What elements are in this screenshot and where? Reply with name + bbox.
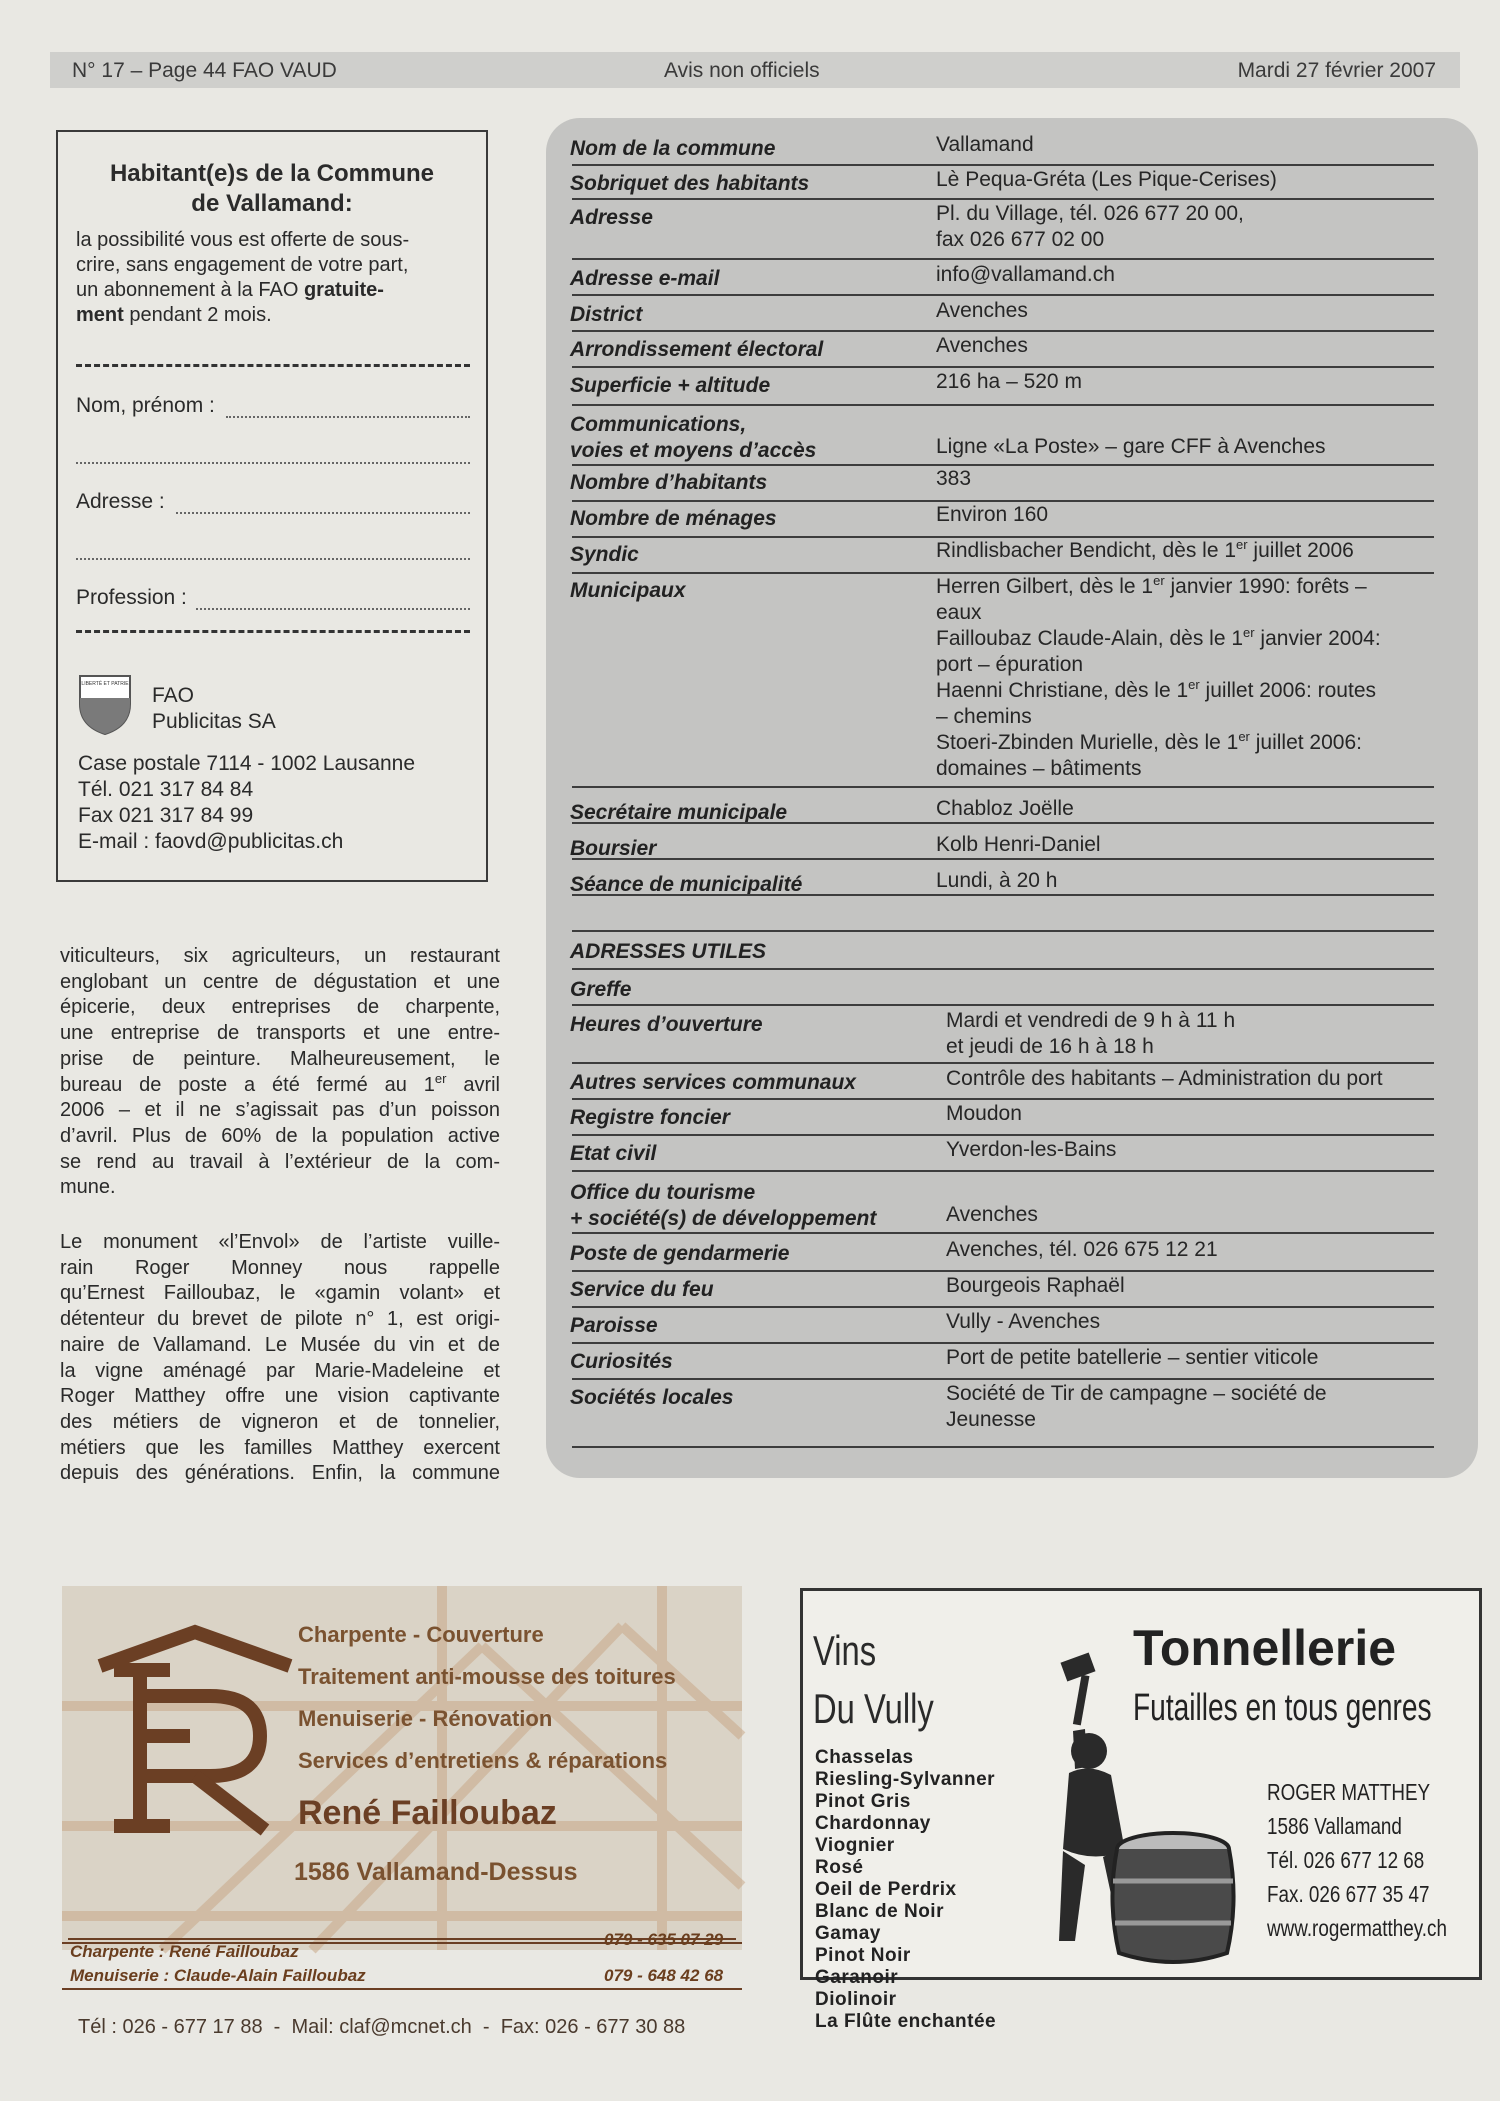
info-label: Etat civil [570, 1142, 657, 1165]
header-date: Mardi 27 février 2007 [1237, 59, 1436, 82]
header-section: Avis non officiels [664, 59, 820, 82]
ad-tonnellerie [800, 1588, 1482, 2032]
name-field-line[interactable] [226, 416, 470, 418]
org-tel: Tél. 021 317 84 84 [78, 778, 254, 801]
info-value: Jeunesse [946, 1408, 1036, 1431]
municipaux-line: Haenni Christiane, dès le 1er juillet 2006: routes [936, 677, 1376, 702]
municipaux-line: Failloubaz Claude-Alain, dès le 1er janvier 2004: [936, 625, 1381, 650]
info-value: Vallamand [936, 133, 1034, 156]
article-line: qu’Ernest Failloubaz, le «gamin volant» et [60, 1282, 500, 1305]
municipaux-line: eaux [936, 601, 982, 624]
info-row-rule [572, 404, 1434, 406]
wine-item: Garanoir [815, 1967, 899, 1988]
info-label: Communications, [570, 413, 747, 436]
org-fao: FAO [152, 684, 195, 707]
article-line: détenteur du brevet de pilote n° 1, est origi- [60, 1308, 500, 1331]
ad1-service-2: Traitement anti-mousse des toitures [298, 1664, 676, 1689]
ad2-futailles: Futailles en tous genres [1133, 1687, 1432, 1729]
municipaux-line: domaines – bâtiments [936, 757, 1142, 780]
ad1-place: 1586 Vallamand-Dessus [294, 1858, 578, 1886]
address-field-line[interactable] [176, 512, 470, 514]
info-value: Environ 160 [936, 503, 1049, 526]
wine-item: Chasselas [815, 1747, 914, 1768]
article-line: une entreprise de transports et une entre- [60, 1022, 500, 1045]
info-label: Adresse e-mail [570, 267, 720, 290]
ad1-company-name: René Failloubaz [298, 1794, 557, 1832]
info-row-rule [572, 1446, 1434, 1448]
info-label: Sociétés locales [570, 1386, 734, 1409]
info-label: Autres services communaux [570, 1071, 856, 1094]
info-label: Nombre d’habitants [570, 471, 768, 494]
article-line: bureau de poste a été fermé au 1er avril [60, 1070, 500, 1096]
info-label: Arrondissement électoral [570, 338, 824, 361]
info-value: Avenches [936, 334, 1028, 357]
municipaux-line: – chemins [936, 705, 1032, 728]
info-label: voies et moyens d’accès [570, 439, 817, 462]
org-address: Case postale 7114 - 1002 Lausanne [78, 752, 416, 775]
info-row-rule [572, 1098, 1434, 1100]
info-value: Avenches [946, 1203, 1038, 1226]
article-line: mune. [60, 1176, 116, 1199]
info-row-rule [572, 294, 1434, 296]
vaud-crest-icon [78, 674, 132, 736]
ad1-charpente-phone[interactable]: 079 - 635 07 29 [604, 1930, 724, 1949]
subscription-text-2: crire, sans engagement de votre part, [76, 254, 409, 276]
name-field-line-2[interactable] [76, 462, 470, 464]
info-row-rule [572, 822, 1434, 824]
info-label: Nom de la commune [570, 137, 776, 160]
info-row-rule [572, 1270, 1434, 1272]
info-row-rule [572, 1378, 1434, 1380]
info-label: Syndic [570, 543, 639, 566]
article-line: Le monument «l’Envol» de l’artiste vuille- [60, 1231, 500, 1253]
wine-item: Viognier [815, 1835, 895, 1856]
wine-item: Rosé [815, 1857, 864, 1878]
info-row-rule [572, 1062, 1434, 1064]
wine-item: Oeil de Perdrix [815, 1879, 957, 1900]
info-row-rule [572, 1232, 1434, 1234]
info-value: Chabloz Joëlle [936, 797, 1074, 820]
org-fax: Fax 021 317 84 99 [78, 804, 254, 827]
article-line: naire de Vallamand. Le Musée du vin et de [60, 1333, 500, 1356]
info-row-rule [572, 164, 1434, 166]
info-label: Secrétaire municipale [570, 801, 788, 824]
info-label: Registre foncier [570, 1106, 730, 1129]
wine-item: Pinot Noir [815, 1945, 911, 1966]
info-label: Adresse [570, 206, 653, 229]
ad-failloubaz [62, 1586, 742, 1961]
info-value: Vully - Avenches [946, 1310, 1101, 1333]
info-value: Ligne «La Poste» – gare CFF à Avenches [936, 435, 1326, 458]
info-value: Lè Pequa-Gréta (Les Pique-Cerises) [936, 168, 1277, 191]
info-value: Port de petite batellerie – sentier viticole [946, 1346, 1319, 1369]
info-label: Office du tourisme [570, 1181, 756, 1204]
info-row-rule [572, 968, 1434, 970]
info-row-rule [572, 330, 1434, 332]
ad2-contact-tel[interactable]: Tél. 026 677 12 68 [1267, 1847, 1425, 1873]
article-line: épicerie, deux entreprises de charpente, [60, 996, 500, 1019]
info-row-rule [572, 198, 1434, 200]
name-field-label: Nom, prénom : [76, 394, 215, 417]
wine-item: Riesling-Sylvanner [815, 1769, 996, 1790]
wine-item: Gamay [815, 1923, 881, 1944]
wine-item: Pinot Gris [815, 1791, 911, 1812]
ad2-contact-name: ROGER MATTHEY [1267, 1779, 1431, 1805]
ad2-contact-web[interactable]: www.rogermatthey.ch [1267, 1915, 1447, 1941]
info-label: Sobriquet des habitants [570, 172, 810, 195]
cut-line-top [76, 364, 470, 367]
info-value: Lundi, à 20 h [936, 869, 1058, 892]
info-label: Nombre de ménages [570, 507, 777, 530]
info-label: Superficie + altitude [570, 374, 771, 397]
ad1-menuiserie-label: Menuiserie : Claude-Alain Failloubaz [70, 1966, 366, 1985]
info-label: Curiosités [570, 1350, 673, 1373]
info-value: Avenches, tél. 026 675 12 21 [946, 1238, 1218, 1261]
info-label: Boursier [570, 837, 657, 860]
info-row-rule [572, 1134, 1434, 1136]
info-value: info@vallamand.ch [936, 263, 1115, 286]
svg-text:LIBERTÉ ET PATRIE: LIBERTÉ ET PATRIE [81, 681, 129, 687]
info-value: Mardi et vendredi de 9 h à 11 h [946, 1009, 1236, 1032]
info-row-rule [572, 930, 1434, 932]
address-field-label: Adresse : [76, 490, 165, 513]
article-line: prise de peinture. Malheureusement, le [60, 1047, 500, 1070]
municipaux-line: Stoeri-Zbinden Murielle, dès le 1er juillet 2006: [936, 729, 1362, 754]
info-value: Yverdon-les-Bains [946, 1138, 1117, 1161]
failloubaz-logo-icon [100, 1626, 290, 1836]
profession-field-line[interactable] [196, 608, 470, 610]
info-value: Moudon [946, 1102, 1022, 1125]
wine-item: Diolinoir [815, 1989, 897, 2010]
article-line: rain Roger Monney nous rappelle [60, 1256, 500, 1279]
wine-item: La Flûte enchantée [815, 2011, 997, 2032]
org-email[interactable]: E-mail : faovd@publicitas.ch [78, 830, 344, 853]
info-label: + société(s) de développement [570, 1207, 877, 1230]
subscription-text-4: ment pendant 2 mois. [76, 304, 272, 326]
info-label: Service du feu [570, 1278, 714, 1301]
article-line: d’avril. Plus de 60% de la population active [60, 1124, 500, 1147]
info-label: District [570, 303, 643, 326]
info-row-rule [572, 894, 1434, 896]
info-row-rule [572, 366, 1434, 368]
article-line: se rend au travail à l’extérieur de la com- [60, 1150, 500, 1173]
info-label: Paroisse [570, 1314, 658, 1337]
ad1-service-4: Services d’entretiens & réparations [298, 1748, 668, 1773]
article-line: la vigne aménagé par Marie-Madeleine et [60, 1359, 500, 1382]
subscription-text-3: un abonnement à la FAO gratuite- [76, 279, 384, 301]
info-row-rule [572, 258, 1434, 260]
subscription-title-2: de Vallamand: [191, 190, 353, 217]
ad2-contact-place: 1586 Vallamand [1267, 1813, 1402, 1839]
ad1-charpente-label: Charpente : René Failloubaz [70, 1942, 299, 1961]
article-line: viticulteurs, six agriculteurs, un restaurant [60, 945, 500, 967]
cut-line-bottom [76, 630, 470, 633]
info-value: et jeudi de 16 h à 18 h [946, 1035, 1154, 1058]
ad2-vins: Vins [813, 1627, 877, 1674]
header-issue: N° 17 – Page 44 FAO VAUD [72, 59, 337, 82]
wine-item: Blanc de Noir [815, 1901, 944, 1922]
info-value: Herren Gilbert, dès le 1er janvier 1990: forêts – [936, 573, 1367, 598]
wine-item: Chardonnay [815, 1813, 931, 1834]
info-row-rule [572, 858, 1434, 860]
info-value: Contrôle des habitants – Administration du port [946, 1067, 1383, 1090]
info-row-rule [572, 1170, 1434, 1172]
info-value: fax 026 677 02 00 [936, 228, 1105, 251]
info-value: Avenches [936, 299, 1028, 322]
info-row-rule [572, 1342, 1434, 1344]
ad1-footer-contacts: Tél : 026 - 677 17 88 - Mail: claf@mcnet.ch - Fax: 026 - 677 30 88 [78, 2016, 686, 2038]
subscription-box [56, 130, 488, 882]
org-publicitas: Publicitas SA [152, 710, 276, 733]
ad2-contact-fax: Fax. 026 677 35 47 [1267, 1881, 1430, 1907]
ad2-tonnellerie-title: Tonnellerie [1133, 1620, 1397, 1676]
subscription-text-1: la possibilité vous est offerte de sous- [76, 229, 410, 251]
info-value: Bourgeois Raphaël [946, 1274, 1125, 1297]
ad1-service-3: Menuiserie - Rénovation [298, 1706, 553, 1731]
article-line: métiers que les familles Matthey exercent [60, 1436, 500, 1459]
profession-field-label: Profession : [76, 586, 187, 609]
info-label: Heures d’ouverture [570, 1013, 763, 1036]
info-value: Pl. du Village, tél. 026 677 20 00, [936, 202, 1244, 225]
info-row-rule [572, 1306, 1434, 1308]
info-label: Municipaux [570, 579, 686, 602]
ad1-menuiserie-phone[interactable]: 079 - 648 42 68 [604, 1966, 724, 1985]
info-label: Greffe [570, 978, 632, 1001]
info-value: Société de Tir de campagne – société de [946, 1382, 1327, 1405]
article-line: 2006 – et il ne s’agissait pas d’un poisson [60, 1099, 500, 1122]
info-row-rule [572, 786, 1434, 788]
ad2-du-vully: Du Vully [813, 1685, 934, 1732]
article-line: englobant un centre de dégustation et une [60, 970, 500, 993]
article-line: Roger Matthey offre une vision captivante [60, 1385, 500, 1408]
address-field-line-2[interactable] [76, 558, 470, 560]
page-header [50, 52, 1460, 88]
municipaux-line: port – épuration [936, 653, 1084, 676]
adresses-utiles-title: ADRESSES UTILES [570, 940, 767, 963]
info-value: 216 ha – 520 m [936, 370, 1082, 393]
ad1-service-1: Charpente - Couverture [298, 1622, 544, 1647]
info-label: Poste de gendarmerie [570, 1242, 790, 1265]
ad1-rule-3 [62, 1988, 742, 1990]
info-row-rule [572, 1004, 1434, 1006]
info-value: 383 [936, 467, 972, 490]
article-line: depuis des générations. Enfin, la commune [60, 1462, 500, 1485]
subscription-title-1: Habitant(e)s de la Commune [109, 160, 435, 187]
article-line: des métiers de vigneron et de tonnelier, [60, 1410, 500, 1433]
info-value: Rindlisbacher Bendicht, dès le 1er juillet 2006 [936, 537, 1354, 562]
info-value: Kolb Henri-Daniel [936, 833, 1101, 856]
info-label: Séance de municipalité [570, 873, 803, 896]
